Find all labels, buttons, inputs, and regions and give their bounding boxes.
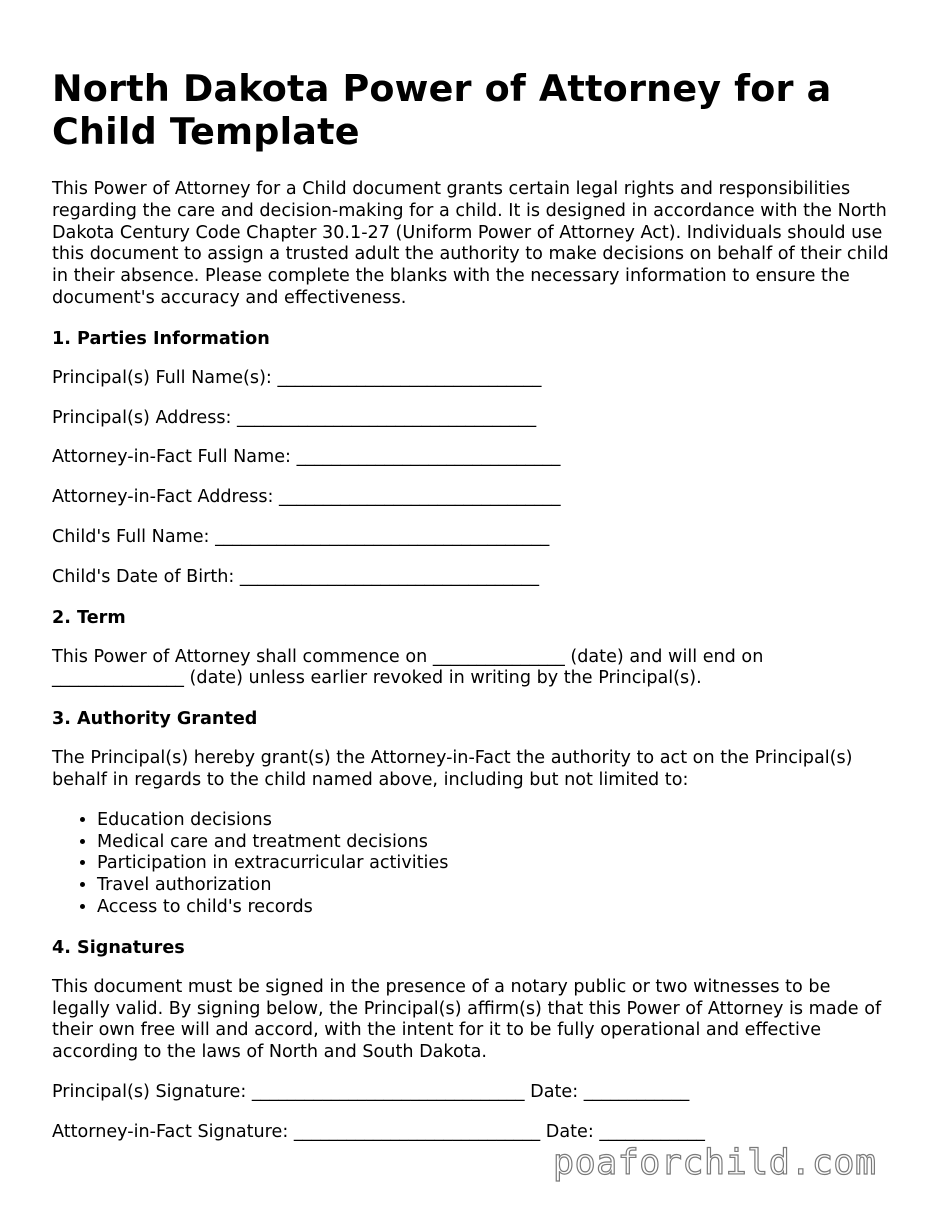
intro-paragraph: This Power of Attorney for a Child document grants certain legal rights and responsibilities regarding the care and decision-making for a child. It is designed in accordance with the North Dakota Century Code Chapter 30.1-27 (Uniform Power of Attorney Act). Individuals should use this document to assign a trusted adult the authority to make decisions on behalf of their child in their absence. Please complete the blanks with the necessary information to ensure the document's accuracy and effectiveness.	[52, 179, 889, 308]
signatures-paragraph: This document must be signed in the presence of a notary public or two witnesses to be legally valid. By signing below, the Principal(s) affirm(s) that this Power of Attorney is made of their own free will and accord, with the intent for it to be fully operational and effective according to the laws of North and South Dakota.	[52, 976, 882, 1063]
section-heading-term: 2. Term	[52, 607, 126, 628]
principal-signature-line: Principal(s) Signature: _______________________________ Date: ____________	[52, 1081, 690, 1102]
list-item: • Participation in extracurricular activities	[97, 853, 892, 875]
watermark: poaforchild.com	[553, 1143, 877, 1183]
field-attorney-address: Attorney-in-Fact Address: ________________________________	[52, 487, 561, 508]
field-principal-address: Principal(s) Address: __________________________________	[52, 407, 537, 428]
list-item: • Access to child's records	[97, 897, 892, 919]
authority-list	[52, 810, 892, 919]
authority-paragraph: The Principal(s) hereby grant(s) the Attorney-in-Fact the authority to act on the Principal(s) behalf in regards to the child named above, including but not limited to:	[52, 748, 853, 790]
field-child-dob: Child's Date of Birth: __________________________________	[52, 566, 540, 587]
attorney-signature-line: Attorney-in-Fact Signature: ____________________________ Date: ____________	[52, 1121, 705, 1142]
term-paragraph: This Power of Attorney shall commence on _______________ (date) and will end on _______________ (date) unless earlier revoked in writing by the Principal(s).	[52, 646, 764, 689]
field-child-name: Child's Full Name: ______________________________________	[52, 526, 550, 547]
list-item: • Medical care and treatment decisions	[97, 832, 892, 854]
field-attorney-name: Attorney-in-Fact Full Name: ______________________________	[52, 447, 561, 468]
page-title: North Dakota Power of Attorney for a Child Template	[52, 67, 832, 153]
section-heading-signatures: 4. Signatures	[52, 937, 185, 958]
section-heading-parties: 1. Parties Information	[52, 328, 270, 349]
list-item: • Travel authorization	[97, 875, 892, 897]
field-principal-name: Principal(s) Full Name(s): ______________________________	[52, 367, 542, 388]
section-heading-authority: 3. Authority Granted	[52, 709, 258, 730]
list-item: • Education decisions	[97, 810, 892, 832]
document-page	[52, 0, 892, 1144]
